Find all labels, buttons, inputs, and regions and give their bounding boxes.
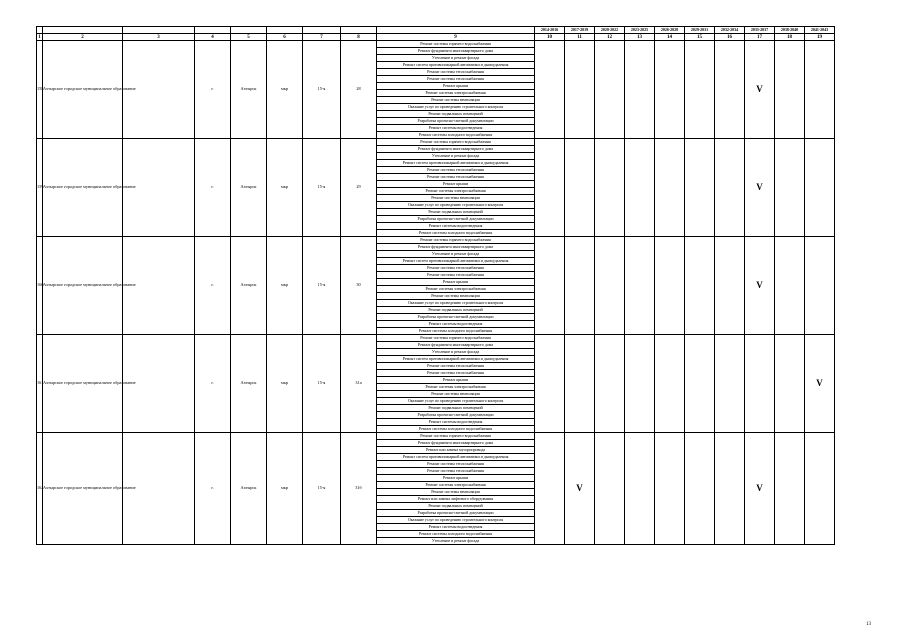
work-type-cell: Оказание услуг по проведению строительного контроля [377, 398, 535, 405]
house-number-cell: 31а [341, 335, 377, 433]
work-type-cell: Ремонт подвальных помещений [377, 503, 535, 510]
period-header: 2017-2019 [565, 27, 595, 34]
column-number: 16 [715, 34, 745, 41]
column-number: 1 [38, 34, 41, 40]
work-type-cell: Ремонт подвальных помещений [377, 405, 535, 412]
work-type-cell: Ремонт системы водоотведения [377, 223, 535, 230]
capital-repair-table [36, 26, 835, 545]
period-header: 2026-2028 [655, 27, 685, 34]
column-number: 14 [655, 34, 685, 41]
period-mark-cell [685, 433, 715, 545]
period-mark-cell: V [745, 41, 775, 139]
column-number: 18 [775, 34, 805, 41]
work-type-cell: Ремонт систем противопожарной автоматики и дымоудаления [377, 454, 535, 461]
street-cell: 15-я [303, 237, 341, 335]
work-type-cell: Ремонт системы теплоснабжения [377, 265, 535, 272]
period-header-row [37, 27, 835, 34]
work-type-cell: Ремонт системы электроснабжения [377, 90, 535, 97]
work-type-cell: Ремонт системы холодного водоснабжения [377, 328, 535, 335]
work-type-cell: Ремонт системы теплоснабжения [377, 167, 535, 174]
street-cell: 15-я [303, 335, 341, 433]
column-number-row [37, 34, 835, 41]
work-type-cell: Ремонт или замена лифтового оборудования [377, 496, 535, 503]
column-number: 15 [685, 34, 715, 41]
period-mark-cell [775, 433, 805, 545]
city-cell: Ахтырск [231, 335, 267, 433]
period-mark-cell [715, 237, 745, 335]
work-type-cell: Ремонт системы водоотведения [377, 524, 535, 531]
row-number: 160 [37, 237, 43, 335]
work-type-cell: Утепление и ремонт фасада [377, 349, 535, 356]
work-type-cell: Ремонт крыши [377, 377, 535, 384]
work-type-cell: Оказание услуг по проведению строительного контроля [377, 104, 535, 111]
work-row [37, 139, 835, 146]
period-mark-cell: V [745, 237, 775, 335]
period-mark-cell [625, 41, 655, 139]
column-number: 8 [341, 34, 377, 41]
period-mark-cell [535, 139, 565, 237]
work-type-cell: Ремонт системы теплоснабжения [377, 468, 535, 475]
work-type-cell: Ремонт системы холодного водоснабжения [377, 132, 535, 139]
period-header: 2014-2016 [535, 27, 565, 34]
work-row [37, 433, 835, 440]
work-type-cell: Ремонт фундамента многоквартирного дома [377, 244, 535, 251]
column-number: 17 [745, 34, 775, 41]
work-type-cell: Ремонт системы вентиляции [377, 293, 535, 300]
column-number: 12 [595, 34, 625, 41]
period-mark-cell [655, 237, 685, 335]
work-type-cell: Ремонт крыши [377, 181, 535, 188]
street-cell: 15-я [303, 433, 341, 545]
period-mark-cell [685, 237, 715, 335]
work-type-cell: Оказание услуг по проведению строительного контроля [377, 202, 535, 209]
column-number: 7 [303, 34, 341, 41]
work-type-cell: Ремонт системы холодного водоснабжения [377, 426, 535, 433]
column-number: 2 [43, 34, 123, 41]
work-type-cell: Ремонт системы теплоснабжения [377, 174, 535, 181]
work-type-cell: Ремонт системы водоотведения [377, 419, 535, 426]
work-type-cell: Ремонт системы теплоснабжения [377, 363, 535, 370]
period-mark-cell [565, 139, 595, 237]
work-type-cell: Утепление и ремонт фасада [377, 153, 535, 160]
work-type-cell: Ремонт системы электроснабжения [377, 188, 535, 195]
period-mark-cell [535, 237, 565, 335]
period-mark-cell [655, 139, 685, 237]
column-number: 4 [195, 34, 231, 41]
work-type-cell: Утепление и ремонт фасада [377, 538, 535, 545]
column-number: 11 [565, 34, 595, 41]
period-mark-cell [595, 237, 625, 335]
period-mark-cell [685, 139, 715, 237]
work-type-cell: Ремонт крыши [377, 83, 535, 90]
street-type-cell: мкр [267, 41, 303, 139]
street-type-cell: мкр [267, 237, 303, 335]
period-mark-cell [625, 237, 655, 335]
period-header: 2023-2025 [625, 27, 655, 34]
work-type-cell: Ремонт системы теплоснабжения [377, 76, 535, 83]
work-type-cell: Ремонт системы горячего водоснабжения [377, 139, 535, 146]
work-row [37, 237, 835, 244]
period-mark-cell: V [745, 433, 775, 545]
column-number: 5 [231, 34, 267, 41]
work-row [37, 335, 835, 342]
period-header: 2020-2022 [595, 27, 625, 34]
work-type-cell: Ремонт систем противопожарной автоматики и дымоудаления [377, 356, 535, 363]
period-mark-cell [715, 139, 745, 237]
municipality-cell: Ахтырское городское муниципальное образование [43, 237, 123, 335]
period-mark-cell [625, 139, 655, 237]
column-number: 9 [377, 34, 535, 41]
work-type-cell: Ремонт системы теплоснабжения [377, 272, 535, 279]
work-type-cell: Ремонт фундамента многоквартирного дома [377, 146, 535, 153]
work-type-cell: Ремонт или замена мусоропровода [377, 447, 535, 454]
work-type-cell: Ремонт системы электроснабжения [377, 286, 535, 293]
period-header: 2035-2037 [745, 27, 775, 34]
work-type-cell: Ремонт фундамента многоквартирного дома [377, 342, 535, 349]
period-mark-cell [685, 41, 715, 139]
work-type-cell: Оказание услуг по проведению строительного контроля [377, 517, 535, 524]
work-type-cell: Ремонт подвальных помещений [377, 209, 535, 216]
work-type-cell: Разработка проектно-сметной документации [377, 216, 535, 223]
work-type-cell: Ремонт подвальных помещений [377, 307, 535, 314]
period-mark-cell [805, 41, 835, 139]
work-type-cell: Ремонт системы горячего водоснабжения [377, 433, 535, 440]
work-type-cell: Ремонт подвальных помещений [377, 111, 535, 118]
period-mark-cell [805, 433, 835, 545]
work-type-cell: Ремонт систем противопожарной автоматики и дымоудаления [377, 62, 535, 69]
work-type-cell: Ремонт системы водоотведения [377, 125, 535, 132]
period-mark-cell [535, 41, 565, 139]
period-mark-cell [775, 237, 805, 335]
period-mark-cell [655, 41, 685, 139]
period-mark-cell [565, 237, 595, 335]
work-type-cell: Ремонт системы горячего водоснабжения [377, 41, 535, 48]
work-type-cell: Ремонт системы водоотведения [377, 321, 535, 328]
work-type-cell: Ремонт системы вентиляции [377, 391, 535, 398]
row-number: 158 [37, 41, 43, 139]
work-type-cell: Ремонт системы теплоснабжения [377, 370, 535, 377]
settlement-type-cell: г. [195, 139, 231, 237]
work-type-cell: Ремонт фундамента многоквартирного дома [377, 48, 535, 55]
work-type-cell: Ремонт системы вентиляции [377, 97, 535, 104]
work-type-cell: Разработка проектно-сметной документации [377, 118, 535, 125]
city-cell: Ахтырск [231, 41, 267, 139]
period-mark-cell [625, 433, 655, 545]
street-type-cell: мкр [267, 139, 303, 237]
house-number-cell: 29 [341, 139, 377, 237]
period-mark-cell: V [565, 433, 595, 545]
column-number: 19 [805, 34, 835, 41]
city-cell: Ахтырск [231, 139, 267, 237]
row-number: 161 [37, 335, 43, 433]
period-mark-cell [655, 335, 685, 433]
page-number: 13 [866, 622, 871, 627]
house-number-cell: 30 [341, 237, 377, 335]
period-mark-cell [625, 335, 655, 433]
work-type-cell: Ремонт фундамента многоквартирного дома [377, 440, 535, 447]
settlement-type-cell: г. [195, 433, 231, 545]
period-mark-cell [805, 237, 835, 335]
city-cell: Ахтырск [231, 237, 267, 335]
city-cell: Ахтырск [231, 433, 267, 545]
period-mark-cell [655, 433, 685, 545]
row-number: 162 [37, 433, 43, 545]
row-number: 159 [37, 139, 43, 237]
work-type-cell: Ремонт системы горячего водоснабжения [377, 335, 535, 342]
work-type-cell: Ремонт системы электроснабжения [377, 384, 535, 391]
period-mark-cell [595, 41, 625, 139]
work-type-cell: Разработка проектно-сметной документации [377, 314, 535, 321]
period-header: 2029-2031 [685, 27, 715, 34]
work-type-cell: Ремонт системы вентиляции [377, 489, 535, 496]
column-number: 6 [267, 34, 303, 41]
work-type-cell: Ремонт систем противопожарной автоматики и дымоудаления [377, 258, 535, 265]
work-type-cell: Разработка проектно-сметной документации [377, 412, 535, 419]
work-type-cell: Ремонт системы вентиляции [377, 195, 535, 202]
work-type-cell: Ремонт системы теплоснабжения [377, 69, 535, 76]
street-cell: 15-я [303, 41, 341, 139]
work-type-cell: Ремонт системы холодного водоснабжения [377, 531, 535, 538]
settlement-type-cell: г. [195, 335, 231, 433]
municipality-cell: Ахтырское городское муниципальное образование [43, 41, 123, 139]
period-mark-cell [775, 335, 805, 433]
settlement-type-cell: г. [195, 41, 231, 139]
column-number: 10 [535, 34, 565, 41]
work-type-cell: Утепление и ремонт фасада [377, 251, 535, 258]
period-mark-cell [715, 433, 745, 545]
column-number: 3 [123, 34, 195, 41]
period-mark-cell [745, 335, 775, 433]
house-number-cell: 31б [341, 433, 377, 545]
work-type-cell: Разработка проектно-сметной документации [377, 510, 535, 517]
period-header: 2041-2043 [805, 27, 835, 34]
period-mark-cell [595, 139, 625, 237]
column-number: 13 [625, 34, 655, 41]
work-type-cell: Ремонт системы холодного водоснабжения [377, 230, 535, 237]
period-mark-cell: V [805, 335, 835, 433]
work-type-cell: Ремонт системы горячего водоснабжения [377, 237, 535, 244]
period-mark-cell [715, 41, 745, 139]
street-cell: 15-я [303, 139, 341, 237]
work-type-cell: Ремонт систем противопожарной автоматики и дымоудаления [377, 160, 535, 167]
table-body [37, 41, 835, 545]
period-mark-cell [565, 41, 595, 139]
work-type-cell: Ремонт системы электроснабжения [377, 482, 535, 489]
period-mark-cell [685, 335, 715, 433]
work-type-cell: Оказание услуг по проведению строительного контроля [377, 300, 535, 307]
period-mark-cell [775, 41, 805, 139]
work-type-cell: Утепление и ремонт фасада [377, 55, 535, 62]
period-mark-cell [565, 335, 595, 433]
period-mark-cell [715, 335, 745, 433]
period-mark-cell [775, 139, 805, 237]
period-mark-cell [595, 433, 625, 545]
house-number-cell: 28 [341, 41, 377, 139]
street-type-cell: мкр [267, 335, 303, 433]
period-header: 2038-2040 [775, 27, 805, 34]
period-mark-cell [535, 335, 565, 433]
municipality-cell: Ахтырское городское муниципальное образование [43, 433, 123, 545]
period-header: 2032-2034 [715, 27, 745, 34]
municipality-cell: Ахтырское городское муниципальное образование [43, 139, 123, 237]
period-mark-cell [535, 433, 565, 545]
work-row [37, 41, 835, 48]
period-mark-cell: V [745, 139, 775, 237]
work-type-cell: Ремонт крыши [377, 475, 535, 482]
work-type-cell: Ремонт крыши [377, 279, 535, 286]
period-mark-cell [805, 139, 835, 237]
street-type-cell: мкр [267, 433, 303, 545]
work-type-cell: Ремонт системы теплоснабжения [377, 461, 535, 468]
municipality-cell: Ахтырское городское муниципальное образование [43, 335, 123, 433]
period-mark-cell [595, 335, 625, 433]
settlement-type-cell: г. [195, 237, 231, 335]
